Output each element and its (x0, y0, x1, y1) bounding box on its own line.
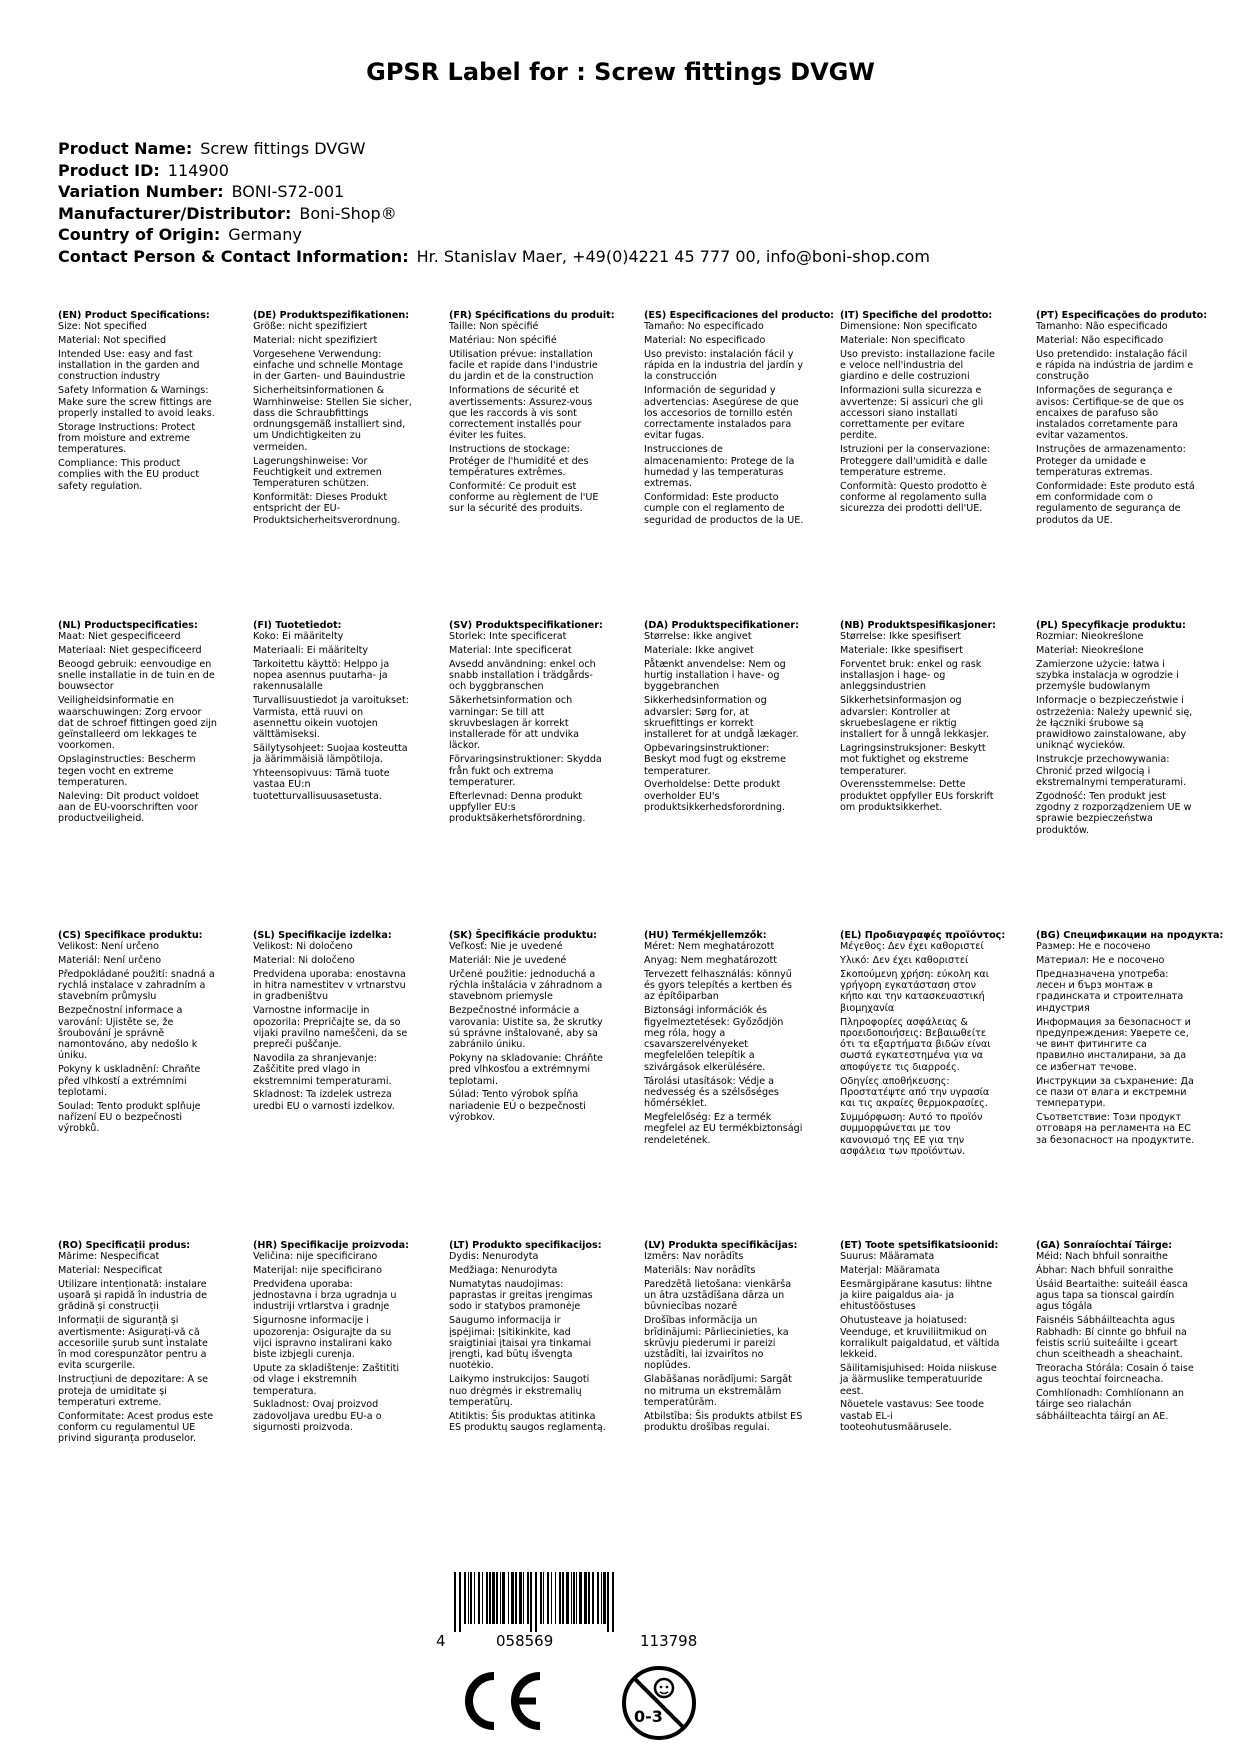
barcode-digits (430, 1632, 750, 1652)
spec-line: Ohutusteave ja hoiatused: Veenduge, et kruviliitmikud on korralikult paigaldatud, et vältida lekkeid. (840, 1315, 1000, 1361)
spec-line: Drošības informācija un brīdinājumi: Pārliecinieties, ka skrūvju piederumi ir pareizi uzstādīti, lai izvairītos no noplūdes. (644, 1315, 789, 1372)
spec-block (449, 1240, 609, 1436)
spec-title: (FR) Spécifications du produit: (449, 310, 615, 321)
spec-title: (PT) Especificações do produto: (1036, 310, 1208, 321)
spec-line: Turvallisuustiedot ja varoitukset: Varmista, että ruuvi on asennettu oikein vuotojen välttämiseksi. (253, 695, 409, 741)
spec-line: Zamierzone użycie: łatwa i szybka instalacja w ogrodzie i przemyśle budowlanym (1036, 658, 1179, 693)
spec-line: Предназначена употреба: лесен и бърз монтаж в градинската и строителната индустрия (1036, 968, 1184, 1014)
spec-line: Materijal: nije specificirano (253, 1265, 382, 1277)
spec-title: (BG) Спецификации на продукта: (1036, 930, 1224, 941)
spec-line: Συμμόρφωση: Αυτό το προϊόν συμμορφώνεται με τον κανονισμό της ΕΕ για την ασφάλεια των προϊόντων. (840, 1111, 983, 1157)
spec-line: Πληροφορίες ασφάλειας & προειδοποιήσεις: Βεβαιωθείτε ότι τα εξαρτήματα βιδών είναι σωστά εγκατεστημένα για να αποφύγετε τις διαρροές. (840, 1016, 991, 1073)
spec-line: Sikkerhedsinformation og advarsler: Sørg for, at skruefittings er korrekt installeret for at undgå lækager. (644, 695, 799, 741)
spec-line: Materiaali: Ei määritelty (253, 645, 369, 657)
spec-line: Konformität: Dieses Produkt entspricht der EU-Produktsicherheitsverordnung. (253, 491, 401, 526)
spec-line: Matériau: Non spécifié (449, 335, 557, 347)
spec-line: Pokyny na skladovanie: Chráňte pred vlhkosťou a extrémnymi teplotami. (449, 1052, 603, 1087)
spec-block (253, 620, 413, 804)
spec-line: Biztonsági információk és figyelmeztetések: Győződjön meg róla, hogy a csavarszerelvényeket megfelelően telepítik a szivárgások elkerülésére. (644, 1005, 784, 1073)
spec-block (58, 620, 218, 827)
spec-line: Maat: Niet gespecificeerd (58, 631, 181, 643)
spec-line: Material: No especificado (644, 335, 766, 347)
spec-line: Sikkerhetsinformasjon og advarsler: Kontroller at skruebeslagene er riktig installert for å unngå lekkasjer. (840, 695, 989, 741)
spec-line: Informacje o bezpieczeństwie i ostrzeżenia: Należy upewnić się, że łączniki śrubowe są prawidłowo zainstalowane, aby uniknąć wycieków. (1036, 695, 1193, 752)
spec-line: Navodila za shranjevanje: Zaščitite pred vlago in ekstremnimi temperaturami. (253, 1052, 392, 1087)
not-for-children-under-3-icon (620, 1664, 698, 1742)
spec-line: Upute za skladištenje: Zaštititi od vlage i ekstremnih temperatura. (253, 1362, 400, 1397)
spec-block (644, 310, 835, 528)
spec-line: Materiale: Ikke angivet (644, 645, 754, 657)
spec-line: Méret: Nem meghatározott (644, 941, 775, 953)
spec-line: Størrelse: Ikke spesifisert (840, 631, 961, 643)
spec-line: Safety Information & Warnings: Make sure the screw fittings are properly installed to avoid leaks. (58, 385, 215, 419)
spec-line: Materjal: Määramata (840, 1265, 940, 1277)
spec-title: (RO) Specificații produs: (58, 1240, 191, 1251)
spec-line: Material: Inte specificerat (449, 645, 572, 657)
barcode-group-right: 113798 (640, 1632, 698, 1650)
spec-line: Materiaal: Niet gespecificeerd (58, 645, 202, 657)
info-value: Screw fittings DVGW (200, 139, 366, 158)
ce-mark-icon (452, 1672, 544, 1730)
spec-block (1036, 620, 1196, 838)
info-row (58, 203, 930, 225)
barcode-group-left: 058569 (496, 1632, 554, 1650)
spec-title: (ET) Toote spetsifikatsioonid: (840, 1240, 999, 1251)
spec-block (449, 310, 615, 517)
spec-line: Материал: Не е посочено (1036, 955, 1165, 967)
spec-line: Размер: Не е посочено (1036, 941, 1151, 953)
spec-line: Treoracha Stórála: Cosain ó taise agus teochtaí foircneacha. (1036, 1362, 1194, 1386)
spec-block (840, 930, 1006, 1160)
spec-line: Megfelelőség: Ez a termék megfelel az EU termékbiztonsági rendeletének. (644, 1111, 803, 1146)
spec-line: Informazioni sulla sicurezza e avvertenze: Si assicuri che gli accessori siano installati correttamente per evitare perdite. (840, 385, 984, 442)
spec-title: (EN) Product Specifications: (58, 310, 210, 321)
spec-line: Informații de siguranță și avertismente: Asigurați-vă că accesoriile șurub sunt instalate în mod corespunzător pentru a evita scurgerile. (58, 1315, 208, 1372)
spec-line: Suurus: Määramata (840, 1251, 935, 1263)
spec-line: Съответствие: Този продукт отговаря на регламента на ЕС за безопасност на продуктите. (1036, 1111, 1195, 1146)
spec-title: (HR) Specifikacije proizvoda: (253, 1240, 409, 1251)
spec-line: Förvaringsinstruktioner: Skydda från fukt och extrema temperaturer. (449, 754, 602, 788)
spec-line: Varnostne informacije in opozorila: Prepričajte se, da so vijaki pravilno nameščeni, da se prepreči puščanje. (253, 1005, 408, 1051)
spec-line: Nõuetele vastavus: See toode vastab EL-i tooteohutusmäärusele. (840, 1399, 984, 1433)
spec-line: Uso pretendido: instalação fácil e rápida na indústria de jardim e construção (1036, 348, 1194, 383)
spec-line: Izmērs: Nav norādīts (644, 1251, 744, 1263)
spec-line: Material: Nespecificat (58, 1265, 163, 1277)
info-value: Hr. Stanislav Maer, +49(0)4221 45 777 00, info@boni-shop.com (416, 246, 930, 266)
spec-block (253, 310, 413, 528)
spec-block (840, 1240, 1000, 1436)
spec-line: Instrucciones de almacenamiento: Protege de la humedad y las temperaturas extremas. (644, 444, 795, 490)
info-value: Germany (228, 225, 302, 244)
spec-line: Pokyny k uskladnění: Chraňte před vlhkostí a extrémními teplotami. (58, 1064, 201, 1098)
spec-block (253, 1240, 413, 1436)
info-row (58, 181, 930, 203)
spec-line: Säilitamisjuhised: Hoida niiskuse ja äärmuslike temperatuuride eest. (840, 1362, 997, 1397)
spec-line: Veiligheidsinformatie en waarschuwingen: Zorg ervoor dat de schroef fittingen goed zijn geïnstalleerd om lekkages te voorkomen. (58, 695, 217, 752)
spec-block (644, 930, 804, 1148)
spec-title: (GA) Sonraíochtaí Táirge: (1036, 1240, 1173, 1251)
spec-line: Comhlíonadh: Comhlíonann an táirge seo rialachán sábháilteachta táirgí an AE. (1036, 1388, 1184, 1422)
spec-line: Säilytysohjeet: Suojaa kosteutta ja äärimmäisiä lämpötiloja. (253, 742, 408, 766)
spec-line: Predviđena uporaba: jednostavna i brza ugradnja u industriji vrtlarstva i gradnje (253, 1278, 397, 1313)
spec-title: (ES) Especificaciones del producto: (644, 310, 835, 321)
spec-title: (SK) Špecifikácie produktu: (449, 930, 598, 941)
spec-block (644, 1240, 804, 1436)
spec-title: (SL) Specifikacije izdelka: (253, 930, 392, 941)
spec-line: Materiál: Nie je uvedené (449, 955, 567, 967)
spec-line: Paredzētā lietošana: vienkārša un ātra uzstādīšana dārza un būvniecības nozarē (644, 1278, 792, 1313)
spec-block (449, 620, 609, 827)
info-label: Product Name: (58, 139, 193, 158)
spec-block (449, 930, 609, 1126)
spec-line: Atbilstība: Šis produkts atbilst ES produktu drošības regulai. (644, 1410, 803, 1433)
info-label: Manufacturer/Distributor: (58, 203, 292, 223)
spec-line: Dimensione: Non specificato (840, 321, 978, 333)
spec-title: (FI) Tuotetiedot: (253, 620, 342, 631)
spec-title: (SV) Produktspecifikationer: (449, 620, 603, 631)
info-label: Country of Origin: (58, 225, 221, 244)
spec-line: Avsedd användning: enkel och snabb installation i trädgårds- och byggbranschen (449, 658, 596, 693)
spec-line: Taille: Non spécifié (449, 321, 539, 333)
spec-line: Materiale: Ikke spesifisert (840, 645, 964, 657)
spec-line: Soulad: Tento produkt splňuje nařízení EU o bezpečnosti výrobků. (58, 1100, 201, 1135)
spec-line: Istruzioni per la conservazione: Proteggere dall'umidità e dalle temperature estreme. (840, 444, 990, 478)
spec-title: (EL) Προδιαγραφές προϊόντος: (840, 930, 1006, 941)
spec-line: Yhteensopivuus: Tämä tuote vastaa EU:n tuotetturvallisuusasetusta. (253, 768, 390, 802)
info-row (58, 246, 930, 268)
spec-line: Bezpečnostní informace a varování: Ujistěte se, že šroubování je správně namontováno, aby nedošlo k úniku. (58, 1005, 198, 1062)
spec-line: Påtænkt anvendelse: Nem og hurtig installation i have- og byggebranchen (644, 658, 786, 693)
spec-line: Zgodność: Ten produkt jest zgodny z rozporządzeniem UE w sprawie bezpieczeństwa produktów. (1036, 790, 1192, 836)
spec-line: Utilisation prévue: installation facile et rapide dans l'industrie du jardin et de la construction (449, 348, 598, 383)
spec-line: Storlek: Inte specificerat (449, 631, 567, 643)
spec-line: Uso previsto: instalación fácil y rápida en la industria del jardín y la construcción (644, 348, 804, 383)
spec-line: Materiāls: Nav norādīts (644, 1265, 756, 1277)
info-label: Product ID: (58, 160, 160, 180)
spec-line: Bezpečnostné informácie a varovania: Uistite sa, že skrutky sú správne inštalované, aby sa zabránilo úniku. (449, 1005, 603, 1051)
spec-line: Informações de segurança e avisos: Certifique-se de que os encaixes de parafuso são instalados corretamente para evitar vazamentos. (1036, 385, 1184, 442)
spec-title: (HU) Termékjellemzők: (644, 930, 767, 941)
spec-title: (NL) Productspecificaties: (58, 620, 198, 631)
spec-line: Eesmärgipärane kasutus: lihtne ja kiire paigaldus aia- ja ehitustööstuses (840, 1278, 993, 1313)
spec-line: Size: Not specified (58, 321, 147, 333)
spec-line: Información de seguridad y advertencias: Asegúrese de que los accesorios de tornillo estén correctamente instalados para evitar fugas. (644, 385, 799, 442)
spec-line: Efterlevnad: Denna produkt uppfyller EU:s produktsäkerhetsförordning. (449, 790, 586, 825)
spec-title: (CS) Specifikace produktu: (58, 930, 203, 941)
spec-title: (LV) Produkta specifikācijas: (644, 1240, 798, 1251)
spec-line: Material: Ni določeno (253, 955, 355, 967)
spec-line: Uso previsto: installazione facile e veloce nell'industria del giardino e delle costruzioni (840, 348, 995, 383)
spec-line: Mărime: Nespecificat (58, 1251, 160, 1263)
spec-line: Medžiaga: Nenurodyta (449, 1265, 558, 1277)
spec-line: Opbevaringsinstruktioner: Beskyt mod fugt og ekstreme temperaturer. (644, 742, 787, 777)
spec-line: Sigurnosne informacije i upozorenja: Osigurajte da su vijci ispravno instalirani kako biste izbjegli curenja. (253, 1315, 392, 1361)
spec-line: Informations de sécurité et avertissements: Assurez-vous que les raccords à vis sont correctement installés pour éviter les fuites. (449, 385, 593, 442)
spec-line: Größe: nicht spezifiziert (253, 321, 368, 333)
spec-line: Vorgesehene Verwendung: einfache und schnelle Montage in der Garten- und Bauindustrie (253, 348, 406, 383)
info-value: Boni-Shop® (299, 203, 397, 223)
spec-line: Forventet bruk: enkel og rask installasjon i hage- og anleggsindustrien (840, 658, 982, 693)
spec-line: Σκοπούμενη χρήση: εύκολη και γρήγορη εγκατάσταση στον κήπο και την κατασκευαστική βιομηχανία (840, 968, 990, 1014)
spec-line: Tamanho: Não especificado (1036, 321, 1168, 333)
spec-line: Μέγεθος: Δεν έχει καθοριστεί (840, 941, 984, 953)
spec-block (644, 620, 804, 816)
spec-line: Material: Não especificado (1036, 335, 1164, 347)
spec-line: Veličina: nije specificirano (253, 1251, 378, 1263)
spec-line: Utilizare intenționată: instalare ușoară și rapidă în industria de grădină și construcții (58, 1278, 208, 1313)
spec-block (1036, 930, 1224, 1148)
spec-line: Materiál: Není určeno (58, 955, 162, 967)
spec-block (840, 620, 1000, 816)
spec-line: Rozmiar: Nieokreślone (1036, 631, 1144, 643)
spec-line: Instructions de stockage: Protéger de l'humidité et des températures extrêmes. (449, 444, 589, 478)
spec-line: Numatytas naudojimas: paprastas ir greitas įrengimas sodo ir statybos pramonėje (449, 1278, 593, 1313)
spec-line: Opslaginstructies: Bescherm tegen vocht en extreme temperaturen. (58, 754, 196, 788)
spec-line: Atitiktis: Šis produktas atitinka ES produktų saugos reglamentą. (449, 1410, 606, 1433)
spec-line: Veľkosť: Nie je uvedené (449, 941, 563, 953)
spec-line: Material: Not specified (58, 335, 167, 347)
spec-line: Tárolási utasítások: Védje a nedvesség és a szélsőséges hőmérséklet. (644, 1075, 779, 1110)
spec-line: Οδηγίες αποθήκευσης: Προστατέψτε από την υγρασία και τις ακραίες θερμοκρασίες. (840, 1075, 990, 1110)
spec-line: Faisnéis Sábháilteachta agus Rabhadh: Bí cinnte go bhfuil na feistis scriú suiteáilte i gceart chun sceitheadh a sheachaint. (1036, 1315, 1187, 1361)
spec-title: (DA) Produktspecifikationer: (644, 620, 799, 631)
spec-line: Méid: Nach bhfuil sonraithe (1036, 1251, 1168, 1263)
spec-line: Saugumo informacija ir įspėjimai: Įsitikinkite, kad sraigtiniai įtaisai yra tinkamai įrengti, kad būtų išvengta nuotėkio. (449, 1315, 592, 1372)
spec-line: Naleving: Dit product voldoet aan de EU-voorschriften voor productveiligheid. (58, 790, 200, 825)
spec-block (253, 930, 413, 1114)
info-label: Variation Number: (58, 182, 224, 201)
barcode-icon (430, 1572, 750, 1632)
spec-line: Säkerhetsinformation och varningar: Se till att skruvbeslagen är korrekt installerade för att undvika läckor. (449, 695, 580, 752)
spec-line: Инструкции за съхранение: Да се пази от влага и екстремни температури. (1036, 1075, 1194, 1110)
spec-line: Dydis: Nenurodyta (449, 1251, 539, 1263)
spec-line: Úsáid Beartaithe: suiteáil éasca agus tapa sa tionscal gairdín agus tógála (1036, 1278, 1188, 1313)
spec-line: Instrukcje przechowywania: Chronić przed wilgocią i ekstremalnymi temperaturami. (1036, 754, 1187, 788)
spec-block (58, 310, 218, 494)
spec-line: Materiał: Nieokreślone (1036, 645, 1144, 657)
spec-line: Tarkoitettu käyttö: Helppo ja nopea asennus puutarha- ja rakennusalalle (253, 658, 390, 693)
spec-line: Overensstemmelse: Dette produktet oppfyller EUs forskrift om produktsikkerhet. (840, 779, 994, 813)
spec-line: Conformitate: Acest produs este conform cu regulamentul UE privind siguranța produselor. (58, 1410, 214, 1445)
product-info (58, 138, 930, 267)
spec-line: Materiale: Non specificato (840, 335, 966, 347)
spec-line: Информация за безопасност и предупреждения: Уверете се, че винт фитингите са правилно инсталирани, за да се избегнат течове. (1036, 1016, 1191, 1073)
spec-line: Beoogd gebruik: eenvoudige en snelle installatie in de tuin en de bouwsector (58, 658, 215, 693)
spec-line: Sukladnost: Ovaj proizvod zadovoljava uredbu EU-a o sigurnosti proizvoda. (253, 1399, 382, 1433)
info-row (58, 138, 930, 160)
info-value: BONI-S72-001 (231, 182, 345, 201)
spec-line: Instruções de armazenamento: Proteger da umidade e temperaturas extremas. (1036, 444, 1186, 478)
page-title: GPSR Label for : Screw fittings DVGW (366, 58, 875, 86)
spec-title: (NB) Produktspesifikasjoner: (840, 620, 997, 631)
info-value: 114900 (167, 160, 229, 180)
spec-line: Skladnost: Ta izdelek ustreza uredbi EU o varnosti izdelkov. (253, 1089, 395, 1112)
spec-title: (PL) Specyfikacje produktu: (1036, 620, 1186, 631)
spec-line: Súlad: Tento výrobok spĺňa nariadenie EÚ o bezpečnosti výrobkov. (449, 1089, 586, 1123)
spec-line: Předpokládané použití: snadná a rychlá instalace v zahradním a stavebním průmyslu (58, 968, 215, 1003)
spec-line: Velikost: Ni določeno (253, 941, 353, 953)
spec-block (58, 1240, 218, 1447)
age-label: 0-3 (634, 1707, 663, 1726)
info-row (58, 224, 930, 246)
info-row (58, 160, 930, 182)
spec-line: Storage Instructions: Protect from moisture and extreme temperatures. (58, 421, 196, 456)
spec-line: Koko: Ei määritelty (253, 631, 344, 643)
spec-line: Ábhar: Nach bhfuil sonraithe (1036, 1265, 1174, 1277)
spec-block (1036, 1240, 1196, 1424)
spec-line: Conformidad: Este producto cumple con el reglamento de seguridad de productos de la UE. (644, 491, 804, 526)
spec-line: Lagringsinstruksjoner: Beskytt mot fuktighet og ekstreme temperaturer. (840, 742, 986, 777)
spec-line: Conformità: Questo prodotto è conforme al regolamento sulla sicurezza dei prodotti dell'UE. (840, 480, 987, 515)
spec-line: Velikost: Není určeno (58, 941, 159, 953)
spec-line: Sicherheitsinformationen & Warnhinweise: Stellen Sie sicher, dass die Schraubfittings ordnungsgemäß installiert sind, um Undichtigkeiten zu vermeiden. (253, 385, 412, 453)
spec-line: Laikymo instrukcijos: Saugoti nuo drėgmės ir ekstremalių temperatūrų. (449, 1374, 590, 1408)
spec-line: Intended Use: easy and fast installation in the garden and construction industry (58, 348, 200, 383)
spec-line: Conformité: Ce produit est conforme au règlement de l'UE sur la sécurité des produits. (449, 480, 599, 515)
spec-line: Lagerungshinweise: Vor Feuchtigkeit und extremen Temperaturen schützen. (253, 455, 382, 490)
barcode-first-digit: 4 (436, 1632, 446, 1650)
spec-line: Material: nicht spezifiziert (253, 335, 378, 347)
spec-line: Glabāšanas norādījumi: Sargāt no mitruma un ekstremālām temperatūrām. (644, 1374, 792, 1408)
spec-line: Predvidena uporaba: enostavna in hitra namestitev v vrtnarstvu in gradbeništvu (253, 968, 406, 1003)
spec-line: Tamaño: No especificado (644, 321, 764, 333)
spec-block (1036, 310, 1208, 528)
spec-title: (DE) Produktspezifikationen: (253, 310, 410, 321)
spec-line: Tervezett felhasználás: könnyű és gyors telepítés a kertben és az építőiparban (644, 968, 793, 1003)
spec-block (840, 310, 1000, 517)
spec-line: Compliance: This product complies with the EU product safety regulation. (58, 458, 200, 492)
spec-line: Určené použitie: jednoduchá a rýchla inštalácia v záhradnom a stavebnom priemysle (449, 968, 603, 1003)
spec-line: Instrucțiuni de depozitare: A se proteja de umiditate și temperaturi extreme. (58, 1374, 209, 1408)
spec-line: Anyag: Nem meghatározott (644, 955, 778, 967)
spec-title: (IT) Specifiche del prodotto: (840, 310, 993, 321)
spec-line: Overholdelse: Dette produkt overholder EU's produktsikkerhedsforordning. (644, 779, 786, 813)
spec-block (58, 930, 218, 1137)
spec-line: Υλικό: Δεν έχει καθοριστεί (840, 955, 969, 967)
spec-line: Conformidade: Este produto está em conformidade com o regulamento de segurança de produtos da UE. (1036, 480, 1195, 526)
spec-line: Størrelse: Ikke angivet (644, 631, 752, 643)
info-label: Contact Person & Contact Information: (58, 246, 409, 266)
spec-title: (LT) Produkto specifikacijos: (449, 1240, 602, 1251)
